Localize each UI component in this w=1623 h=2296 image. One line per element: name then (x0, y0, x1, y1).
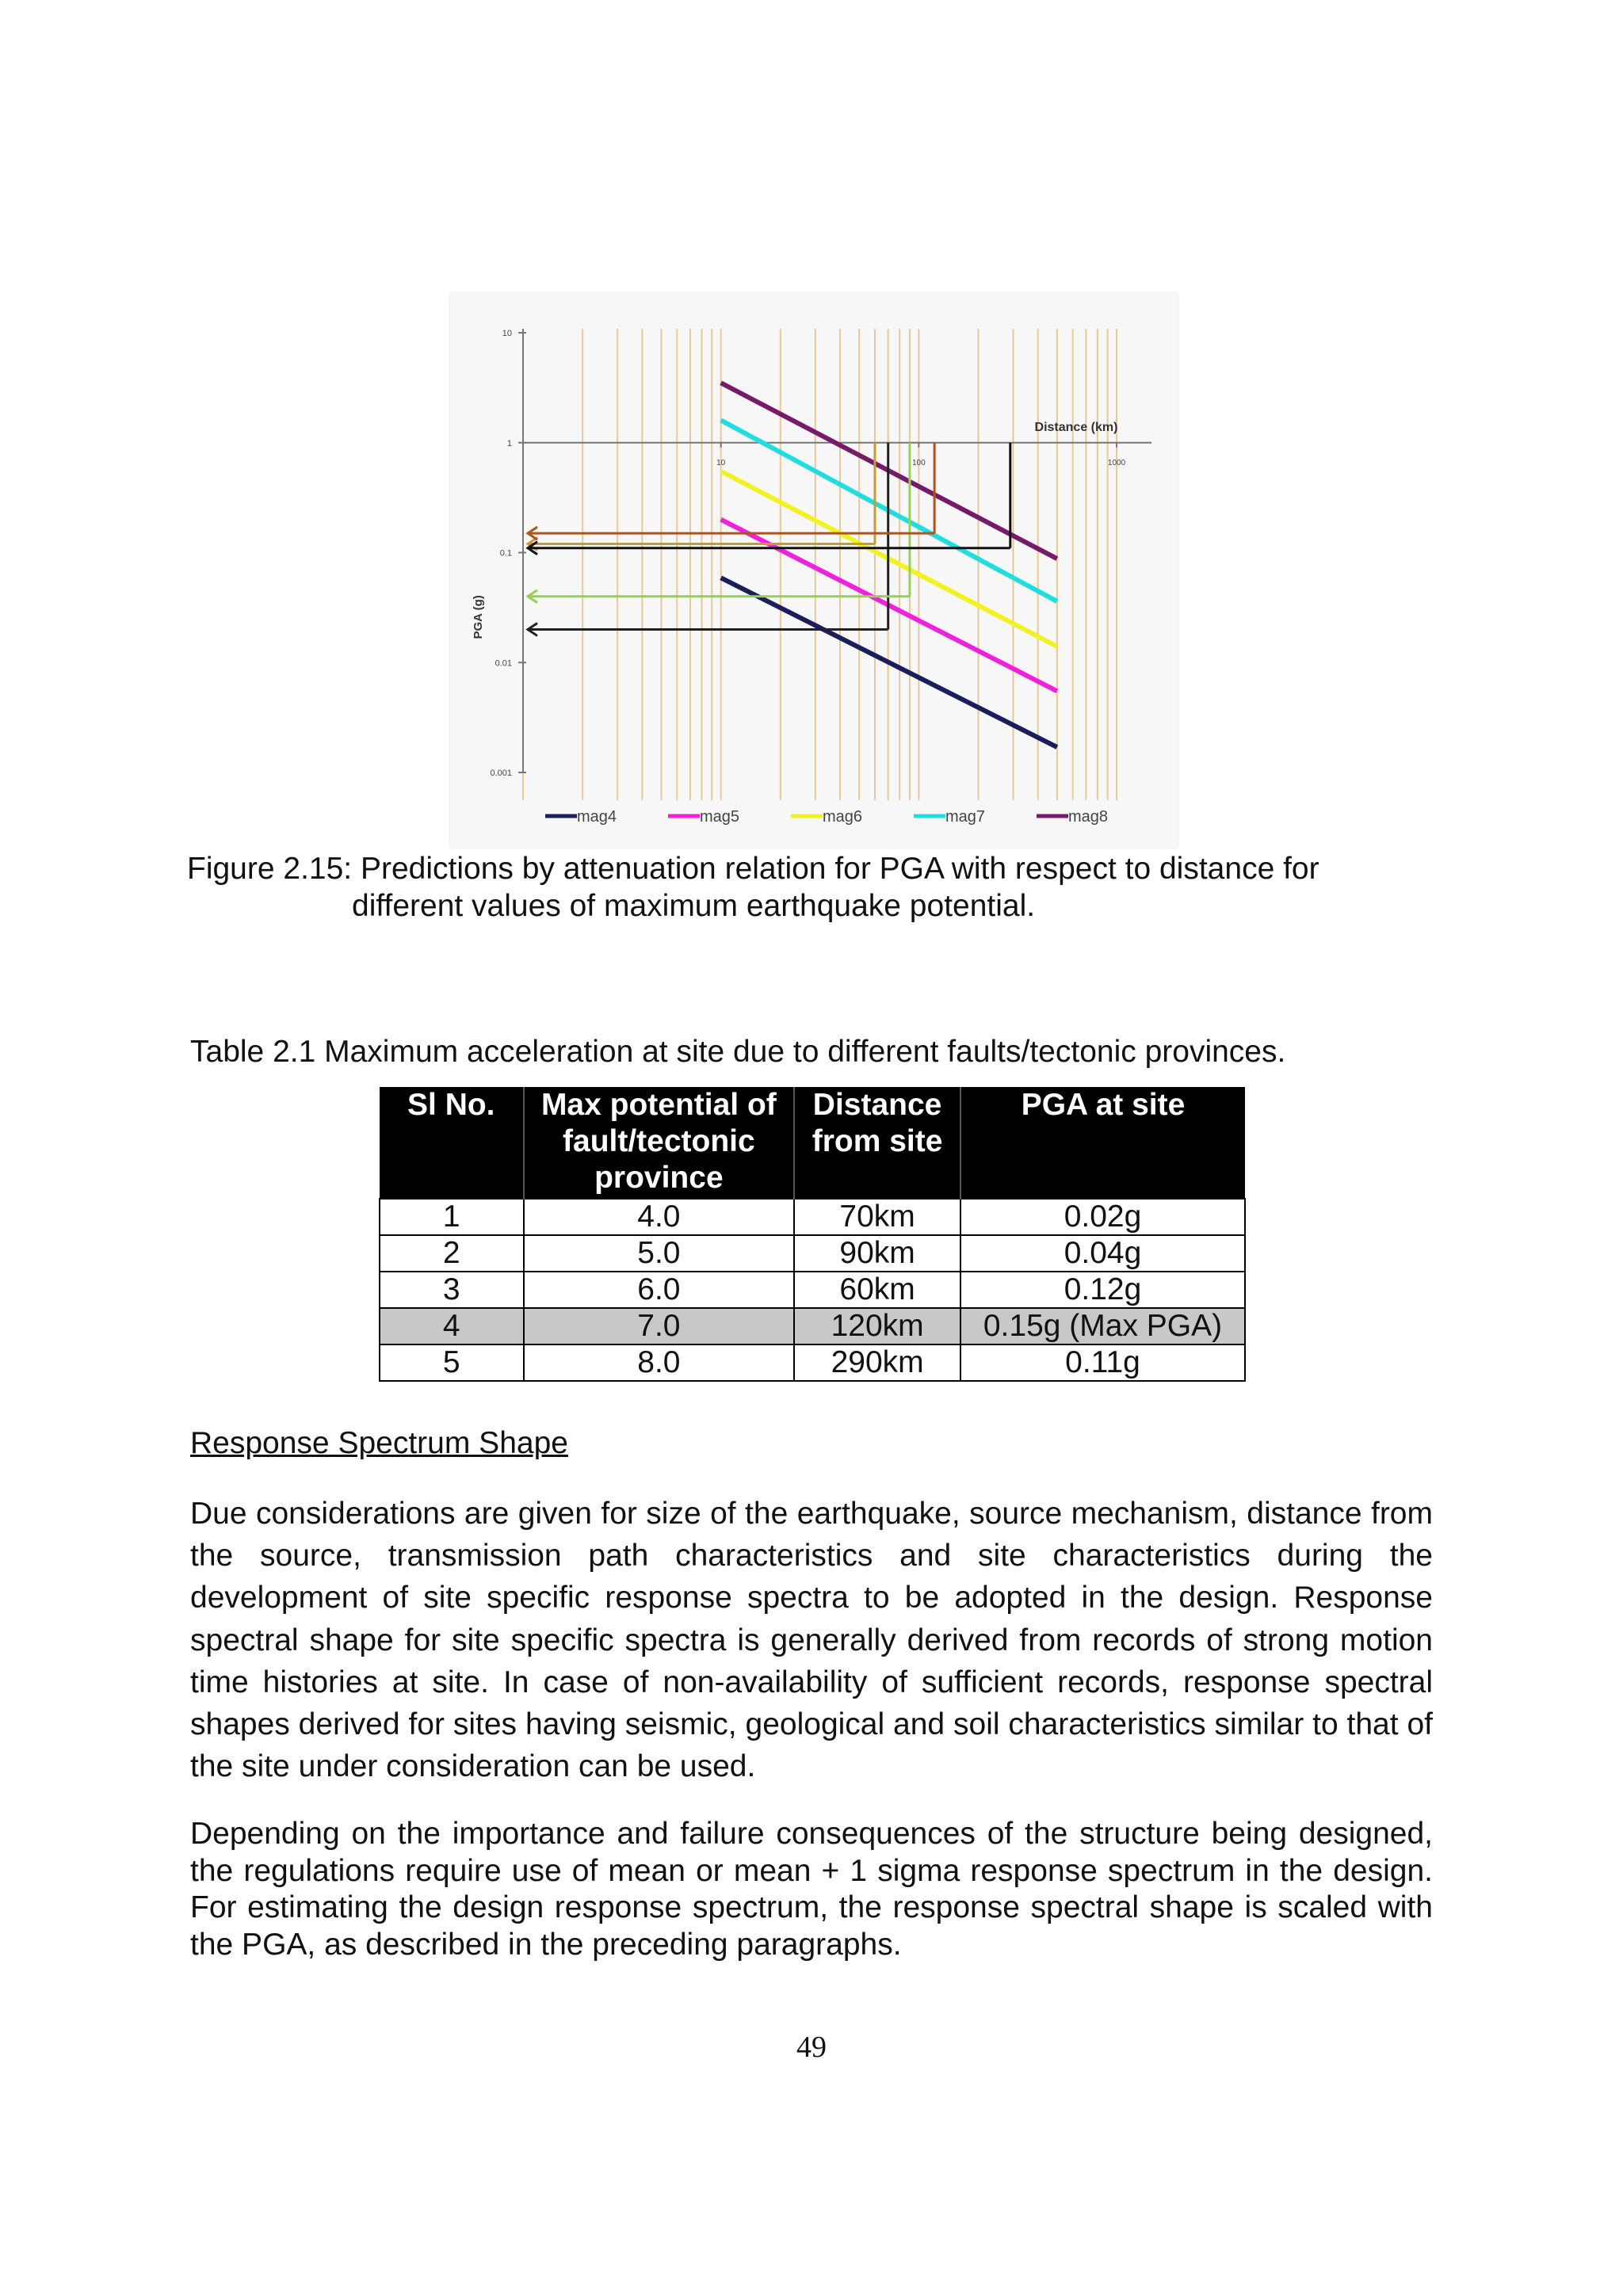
y-tick-label: 1 (506, 438, 512, 448)
cell-distance: 120km (794, 1308, 960, 1344)
paragraph-1: Due considerations are given for size of the earthquake, source mechanism, distance from the source, transmission path characteristics and site characteristics during the development of site specific response spectra to be adopted in the design. Response spectral shape for site specific spectra is generally derived from records of strong motion time histories at site. In case of non-availability of sufficient records, response spectral shapes derived for sites having seismic, geological and soil characteristics similar to that of the site under consideration can be used. (190, 1497, 1433, 1784)
table-row (380, 1199, 1245, 1235)
legend-label-mag5: mag5 (700, 808, 740, 826)
y-axis-label: PGA (g) (472, 595, 485, 639)
figure-caption-line2: different values of maximum earthquake potential. (352, 889, 1036, 923)
cell-sl-no: 5 (380, 1344, 524, 1381)
x-tick-label: 1000 (1107, 458, 1126, 467)
cell-max-potential: 8.0 (524, 1344, 795, 1381)
table-row (380, 1235, 1245, 1272)
table-row (380, 1272, 1245, 1308)
cell-pga: 0.15g (Max PGA) (960, 1308, 1245, 1344)
paragraph-2: Depending on the importance and failure consequences of the structure being designed, the regulations require use of mean or mean + 1 sigma response spectrum in the design. For estimating the design response spectrum, the response spectral shape is scaled with the PGA, as described in the preceding paragraphs. (190, 1817, 1433, 1962)
header-distance: Distance from site (794, 1087, 960, 1199)
header-max-potential: Max potential of fault/tectonic province (524, 1087, 795, 1199)
cell-max-potential: 5.0 (524, 1235, 795, 1272)
y-tick-label: 0.1 (499, 548, 512, 559)
cell-pga: 0.04g (960, 1235, 1245, 1272)
pga-attenuation-chart (450, 293, 1178, 848)
header-sl-no: Sl No. (380, 1087, 524, 1199)
table-title: Table 2.1 Maximum acceleration at site due to different faults/tectonic provinces. (190, 1035, 1286, 1069)
y-tick-label: 0.001 (490, 769, 512, 778)
legend-label-mag6: mag6 (823, 808, 863, 826)
cell-distance: 90km (794, 1235, 960, 1272)
header-pga: PGA at site (960, 1087, 1245, 1199)
cell-sl-no: 2 (380, 1235, 524, 1272)
cell-sl-no: 1 (380, 1199, 524, 1235)
cell-max-potential: 6.0 (524, 1272, 795, 1308)
cell-distance: 60km (794, 1272, 960, 1308)
y-tick-label: 10 (502, 329, 512, 338)
cell-pga: 0.02g (960, 1199, 1245, 1235)
cell-sl-no: 3 (380, 1272, 524, 1308)
figure-caption-line1: Figure 2.15: Predictions by attenuation relation for PGA with respect to distance for (187, 852, 1319, 886)
section-heading: Response Spectrum Shape (190, 1426, 568, 1460)
cell-pga: 0.12g (960, 1272, 1245, 1308)
x-tick-label: 100 (912, 458, 926, 467)
chart-svg (450, 293, 1178, 848)
table-row-highlighted (380, 1308, 1245, 1344)
legend-label-mag7: mag7 (945, 808, 986, 826)
table-row (380, 1344, 1245, 1381)
x-axis-label: Distance (km) (1034, 420, 1118, 434)
x-tick-label: 10 (716, 458, 726, 467)
cell-sl-no: 4 (380, 1308, 524, 1344)
acceleration-table (379, 1087, 1246, 1382)
y-tick-label: 0.01 (495, 658, 512, 669)
legend-label-mag4: mag4 (577, 808, 617, 826)
page-number: 49 (796, 2031, 827, 2064)
table-header-row (380, 1087, 1245, 1199)
legend-label-mag8: mag8 (1068, 808, 1109, 826)
cell-pga: 0.11g (960, 1344, 1245, 1381)
cell-distance: 290km (794, 1344, 960, 1381)
cell-distance: 70km (794, 1199, 960, 1235)
cell-max-potential: 7.0 (524, 1308, 795, 1344)
figure-caption (187, 850, 1455, 925)
cell-max-potential: 4.0 (524, 1199, 795, 1235)
